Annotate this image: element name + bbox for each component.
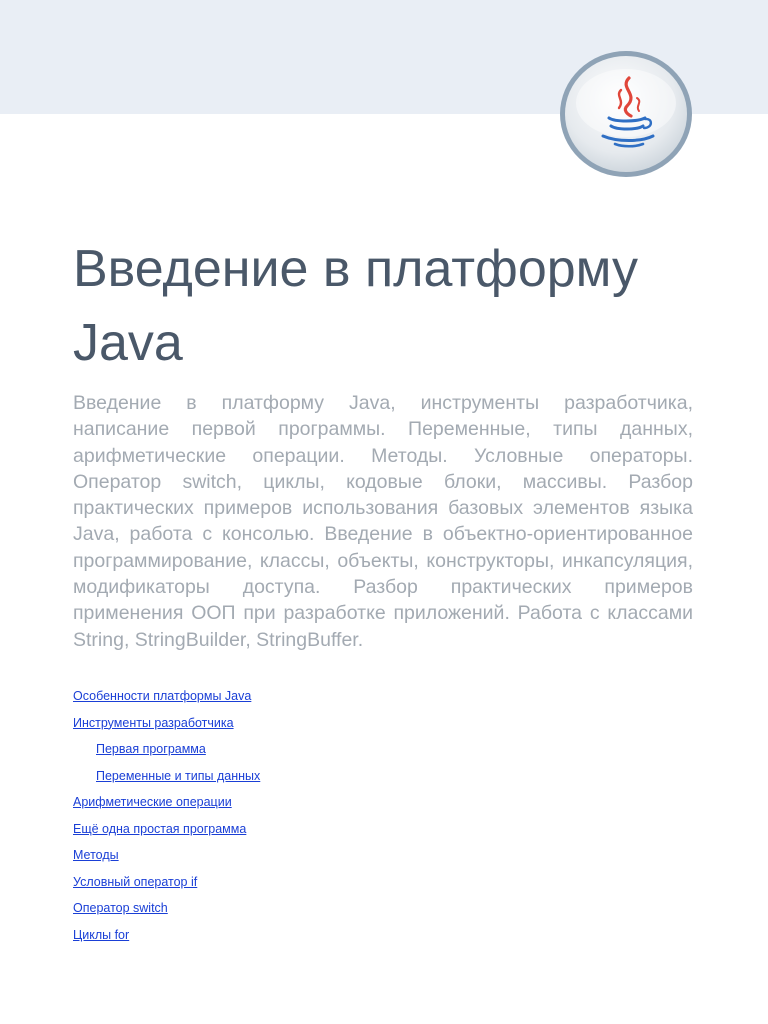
toc-item: [73, 925, 129, 945]
toc-link[interactable]: Инструменты разработчика: [73, 715, 234, 730]
toc-item: [73, 713, 234, 733]
toc-link[interactable]: Условный оператор if: [73, 874, 198, 889]
toc-link[interactable]: Ещё одна простая программа: [73, 821, 247, 836]
toc-link[interactable]: Оператор switch: [73, 901, 168, 915]
toc-item: [73, 845, 119, 865]
toc-link[interactable]: Арифметические операции: [73, 795, 232, 809]
page-title-line-2: Java: [73, 314, 183, 372]
toc-link[interactable]: Методы: [73, 848, 119, 862]
toc-link[interactable]: Циклы for: [73, 927, 130, 942]
toc-item: [96, 739, 206, 759]
course-description: Введение в платформу Java, инструменты разработчика, написание первой программы. Переменные, типы данных, арифметические операции. Методы. Условные операторы. Оператор switch, циклы, кодовые блоки, массивы. Разбор практических примеров использования базовых элементов языка Java, работа с консолью. Введение в объектно-ориентированное программирование, классы, объекты, конструкторы, инкапсуляция, модификаторы доступа. Разбор практических примеров применения ООП при разработке приложений. Работа с классами String, StringBuilder, StringBuffer.: [73, 392, 693, 651]
toc-item: [73, 898, 168, 918]
toc-item: [73, 686, 251, 706]
toc-item: [73, 819, 246, 839]
page-title: [73, 232, 713, 380]
toc-link[interactable]: Первая программа: [96, 742, 206, 756]
toc-item: [73, 792, 232, 812]
toc-link[interactable]: Переменные и типы данных: [96, 768, 261, 783]
java-logo: [557, 48, 695, 180]
toc-item: [73, 872, 197, 892]
page-title-line-1: Введение в платформу: [73, 240, 639, 298]
toc-item: [96, 766, 260, 786]
toc-link[interactable]: Особенности платформы Java: [73, 689, 252, 703]
java-coffee-cup-icon: [557, 48, 695, 180]
